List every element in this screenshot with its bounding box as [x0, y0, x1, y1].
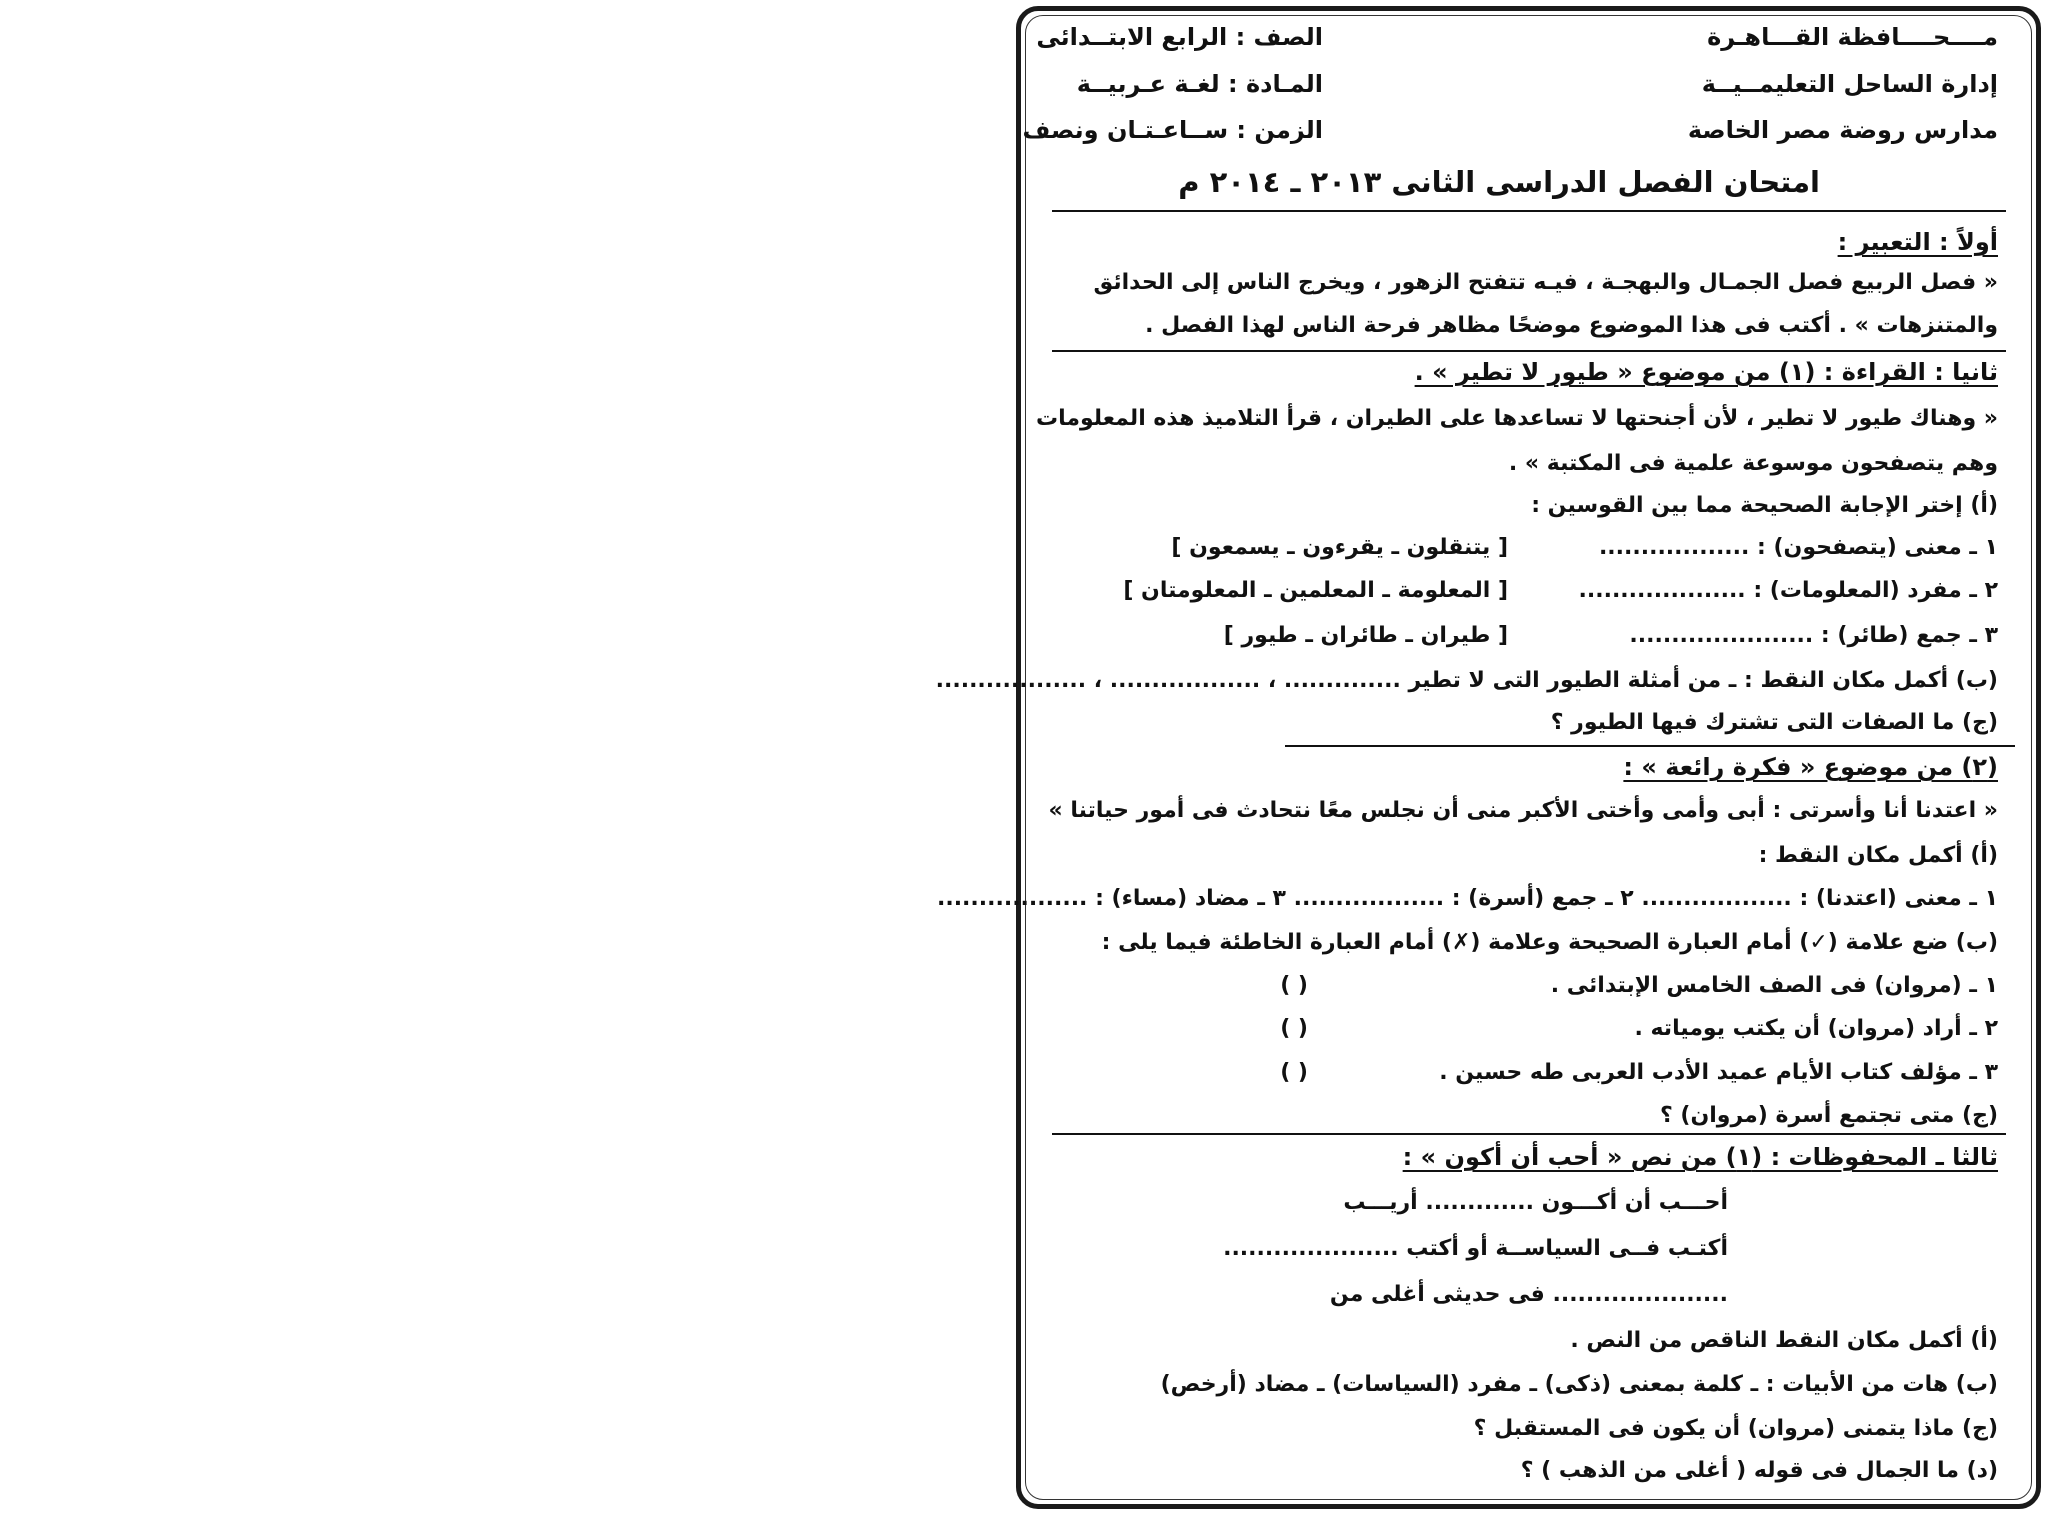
traits-question: (ج) ما الصفات التى تشترك فيها الطيور ؟ — [1550, 710, 1998, 735]
school-name: مدارس روضة مصر الخاصة — [1687, 116, 1998, 144]
tf-box-1: ( ) — [1280, 973, 1308, 998]
section3-heading: ثالثا ـ المحفوظات : (١) من نص « أحب أن أكون » : — [1402, 1143, 1998, 1171]
reading-passage-line-1: « وهناك طيور لا تطير ، لأن أجنحتها لا تساعدها على الطيران ، قرأ التلاميذ هذه المعلومات — [1036, 406, 1998, 431]
part2-passage: « اعتدنا أنا وأسرتى : أبى وأمى وأختى الأكبر منى أن نجلس معًا نتحادث فى أمور حياتنا » — [1048, 798, 1998, 823]
choose-question: (أ) إختر الإجابة الصحيحة مما بين القوسين : — [1531, 493, 1998, 518]
tf-item-1: ١ ـ (مروان) فى الصف الخامس الإبتدائى . — [1550, 973, 1998, 998]
poem-complete-question: (أ) أكمل مكان النقط الناقص من النص . — [1570, 1328, 1998, 1353]
tf-item-2: ٢ ـ أراد (مروان) أن يكتب يومياته . — [1634, 1016, 1998, 1041]
exam-title: امتحان الفصل الدراسى الثانى ٢٠١٣ ـ ٢٠١٤ م — [1178, 165, 1820, 199]
choice-item-2: ٢ ـ مفرد (المعلومات) : .................... — [1578, 578, 1998, 603]
section1-heading: أولاً : التعبير : — [1837, 228, 1998, 256]
section1-line-1: « فصل الربيع فصل الجمـال والبهجـة ، فيـه تتفتح الزهور ، ويخرج الناس إلى الحدائق — [1093, 270, 1998, 295]
tf-box-3: ( ) — [1280, 1060, 1308, 1085]
choice-options-2: [ المعلومة ـ المعلمين ـ المعلومتان ] — [1123, 578, 1508, 603]
part2-heading: (٢) من موضوع « فكرة رائعة » : — [1623, 753, 1998, 781]
beauty-question: (د) ما الجمال فى قوله ( أغلى من الذهب ) ؟ — [1520, 1458, 1998, 1483]
future-question: (ج) ماذا يتمنى (مروان) أن يكون فى المستقبل ؟ — [1473, 1416, 1998, 1441]
section2-heading: ثانيا : القراءة : (١) من موضوع « طيور لا تطير » . — [1414, 358, 1998, 386]
section1-divider — [1052, 350, 2006, 352]
poem-words-question: (ب) هات من الأبيات : ـ كلمة بمعنى (ذكى) ـ مفرد (السياسات) ـ مضاد (أرخص) — [1160, 1372, 1998, 1397]
part2-complete-label: (أ) أكمل مكان النقط : — [1758, 843, 1998, 868]
verse-3: ..................... فى حديثى أغلى من — [1329, 1282, 1728, 1307]
subject-label: المـادة : لغـة عـربيــة — [1076, 70, 1323, 98]
governorate: مــــحــــافظة القـــاهـرة — [1707, 23, 1998, 51]
choice-options-1: [ يتنقلون ـ يقرءون ـ يسمعون ] — [1171, 535, 1508, 560]
family-question: (ج) متى تجتمع أسرة (مروان) ؟ — [1659, 1103, 1998, 1128]
time-label: الزمن : ســاعـتـان ونصف — [1022, 116, 1323, 144]
part2-complete-line: ١ ـ معنى (اعتدنا) : .................. ٢ ـ جمع (أسرة) : .................. ٣ ـ مضاد (مساء) : .................. — [936, 886, 1998, 911]
choice-item-1: ١ ـ معنى (يتصفحون) : .................. — [1598, 535, 1998, 560]
choice-item-3: ٣ ـ جمع (طائر) : ...................... — [1629, 623, 1998, 648]
grade-label: الصف : الرابع الابتــدائى — [1036, 23, 1323, 51]
reading-passage-line-2: وهم يتصفحون موسوعة علمية فى المكتبة » . — [1508, 451, 1998, 476]
section2-divider — [1052, 1133, 2006, 1135]
part2-top-rule — [1285, 745, 2015, 747]
tf-box-2: ( ) — [1280, 1016, 1308, 1041]
choice-options-3: [ طيران ـ طائران ـ طيور ] — [1223, 623, 1508, 648]
section1-line-2: والمتنزهات » . أكتب فى هذا الموضوع موضحًا مظاهر فرحة الناس لهذا الفصل . — [1145, 313, 1998, 338]
administration: إدارة الساحل التعليمــيــة — [1701, 70, 1998, 98]
tf-item-3: ٣ ـ مؤلف كتاب الأيام عميد الأدب العربى طه حسين . — [1439, 1060, 1998, 1085]
true-false-question: (ب) ضع علامة (✓) أمام العبارة الصحيحة وعلامة (✗) أمام العبارة الخاطئة فيما يلى : — [1101, 930, 1998, 955]
header-divider — [1052, 210, 2006, 212]
verse-1: أحـــب أن أكـــون ............. أريـــب — [1343, 1190, 1728, 1215]
verse-2: أكتـب فــى السياســة أو أكتب ..................... — [1223, 1236, 1728, 1261]
complete-question: (ب) أكمل مكان النقط : ـ من أمثلة الطيور التى لا تطير .............. ، .................. ، .................. — [935, 668, 1998, 693]
